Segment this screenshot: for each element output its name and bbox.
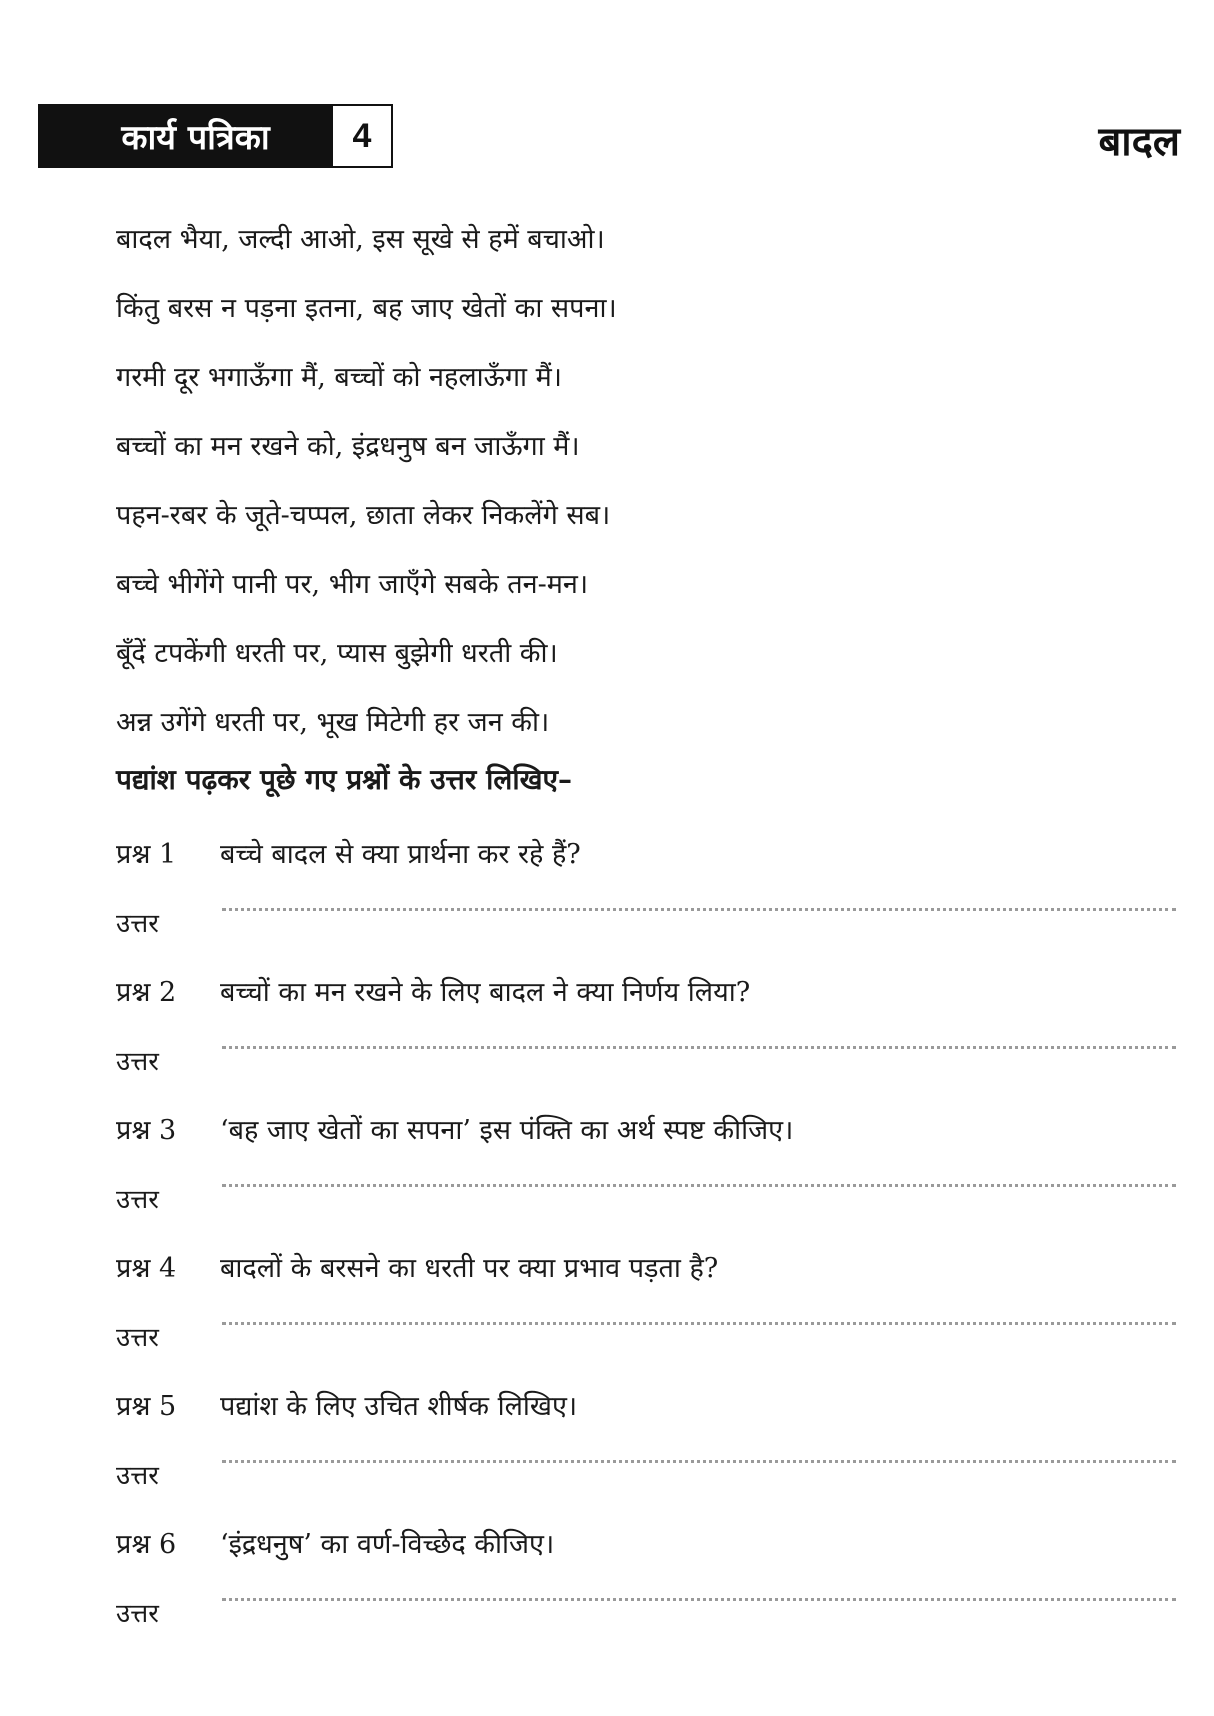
question-number: प्रश्न 2 [116,976,177,1008]
worksheet-header [38,104,393,168]
question-number: प्रश्न 1 [116,838,177,870]
answer-row [116,1020,1176,1098]
worksheet-label: कार्य पत्रिका [38,104,333,168]
question-block [116,822,1176,960]
question-block [116,960,1176,1098]
question-text: ‘इंद्रधनुष’ का वर्ण-विच्छेद कीजिए। [220,1528,555,1560]
poem-line: गरमी दूर भगाऊँगा मैं, बच्चों को नहलाऊँगा मैं। [116,362,562,393]
answer-line[interactable] [222,908,1176,911]
answer-label: उत्तर [116,1047,159,1077]
answer-label: उत्तर [116,909,159,939]
question-text: बच्चे बादल से क्या प्रार्थना कर रहे हैं? [220,838,581,870]
question-block [116,1374,1176,1512]
question-text: पद्यांश के लिए उचित शीर्षक लिखिए। [220,1390,578,1422]
answer-row [116,1158,1176,1236]
answer-label: उत्तर [116,1323,159,1353]
poem [116,205,617,757]
answer-line[interactable] [222,1460,1176,1463]
answer-label: उत्तर [116,1599,159,1629]
poem-line: बादल भैया, जल्दी आओ, इस सूखे से हमें बचाओ। [116,224,605,255]
answer-row [116,882,1176,960]
answer-row [116,1296,1176,1374]
chapter-title: बादल [1098,119,1180,165]
question-number: प्रश्न 5 [116,1390,177,1422]
question [116,960,1176,1020]
question [116,1512,1176,1572]
question-block [116,1098,1176,1236]
question [116,1098,1176,1158]
poem-line: बच्चों का मन रखने को, इंद्रधनुष बन जाऊँगा मैं। [116,431,580,462]
poem-line: बूँदें टपकेंगी धरती पर, प्यास बुझेगी धरती की। [116,638,558,669]
instruction: पद्यांश पढ़कर पूछे गए प्रश्नों के उत्तर लिखिए– [116,763,572,796]
poem-line: अन्न उगेंगे धरती पर, भूख मिटेगी हर जन की। [116,707,550,738]
worksheet-number: 4 [333,104,393,168]
answer-label: उत्तर [116,1461,159,1491]
answer-line[interactable] [222,1598,1176,1601]
question-text: बच्चों का मन रखने के लिए बादल ने क्या निर्णय लिया? [220,976,751,1008]
answer-line[interactable] [222,1046,1176,1049]
question-block [116,1236,1176,1374]
question-list [116,822,1176,1650]
question-number: प्रश्न 4 [116,1252,177,1284]
question [116,822,1176,882]
question [116,1236,1176,1296]
question-number: प्रश्न 3 [116,1114,177,1146]
answer-label: उत्तर [116,1185,159,1215]
question-block [116,1512,1176,1650]
poem-line: पहन-रबर के जूते-चप्पल, छाता लेकर निकलेंगे सब। [116,500,611,531]
question-text: बादलों के बरसने का धरती पर क्या प्रभाव पड़ता है? [220,1252,719,1284]
answer-line[interactable] [222,1184,1176,1187]
question-number: प्रश्न 6 [116,1528,177,1560]
answer-row [116,1434,1176,1512]
question-text: ‘बह जाए खेतों का सपना’ इस पंक्ति का अर्थ स्पष्ट कीजिए। [220,1114,794,1146]
answer-line[interactable] [222,1322,1176,1325]
poem-line: बच्चे भीगेंगे पानी पर, भीग जाएँगे सबके तन-मन। [116,569,589,600]
question [116,1374,1176,1434]
poem-line: किंतु बरस न पड़ना इतना, बह जाए खेतों का सपना। [116,293,617,324]
answer-row [116,1572,1176,1650]
